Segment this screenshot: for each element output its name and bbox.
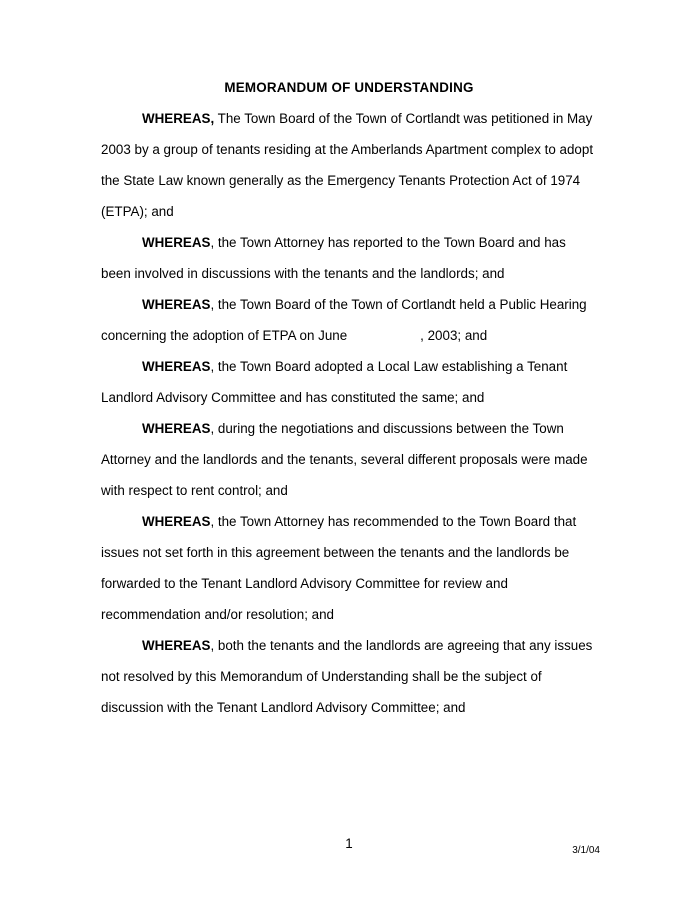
whereas-paragraph-7 — [101, 630, 597, 723]
whereas-keyword: WHEREAS — [142, 235, 211, 250]
document-title: MEMORANDUM OF UNDERSTANDING — [224, 80, 474, 95]
whereas-paragraph-1 — [101, 103, 597, 227]
whereas-keyword: WHEREAS — [142, 514, 211, 529]
whereas-paragraph-4 — [101, 351, 597, 413]
paragraph-text: , during the negotiations and discussions between the Town Attorney and the landlords and the tenants, several different proposals were made with respect to rent control; and — [101, 421, 588, 498]
whereas-keyword: WHEREAS — [142, 638, 211, 653]
whereas-paragraph-2 — [101, 227, 597, 289]
paragraph-text: , the Town Attorney has recommended to the Town Board that issues not set forth in this agreement between the tenants and the landlords be forwarded to the Tenant Landlord Advisory Committee for review and recommendation and/or resolution; and — [101, 514, 577, 622]
paragraph-text: , both the tenants and the landlords are agreeing that any issues not resolved by this Memorandum of Understanding shall be the subject of discussion with the Tenant Landlord Advisory Committee; and — [101, 638, 593, 715]
blank-date-field — [347, 339, 420, 340]
page-number: 1 — [345, 836, 353, 851]
paragraph-text: , the Town Board of the Town of Cortlandt held a Public Hearing concerning the adoption of ETPA on June — [101, 297, 587, 343]
whereas-paragraph-6 — [101, 506, 597, 630]
whereas-keyword: WHEREAS — [142, 359, 211, 374]
whereas-keyword: WHEREAS — [142, 421, 211, 436]
document-body — [101, 72, 597, 723]
paragraph-text: , the Town Board adopted a Local Law establishing a Tenant Landlord Advisory Committee and has constituted the same; and — [101, 359, 568, 405]
paragraph-text-after-blank: , 2003; and — [420, 328, 488, 343]
whereas-paragraph-5 — [101, 413, 597, 506]
whereas-keyword: WHEREAS, — [142, 111, 215, 126]
document-date: 3/1/04 — [572, 845, 600, 856]
whereas-paragraph-3 — [101, 289, 597, 351]
paragraph-text: , the Town Attorney has reported to the Town Board and has been involved in discussions with the tenants and the landlords; and — [101, 235, 566, 281]
paragraph-text: The Town Board of the Town of Cortlandt was petitioned in May 2003 by a group of tenants residing at the Amberlands Apartment complex to adopt the State Law known generally as the Emergency Tenants Protection Act of 1974 (ETPA); and — [101, 111, 594, 219]
whereas-keyword: WHEREAS — [142, 297, 211, 312]
